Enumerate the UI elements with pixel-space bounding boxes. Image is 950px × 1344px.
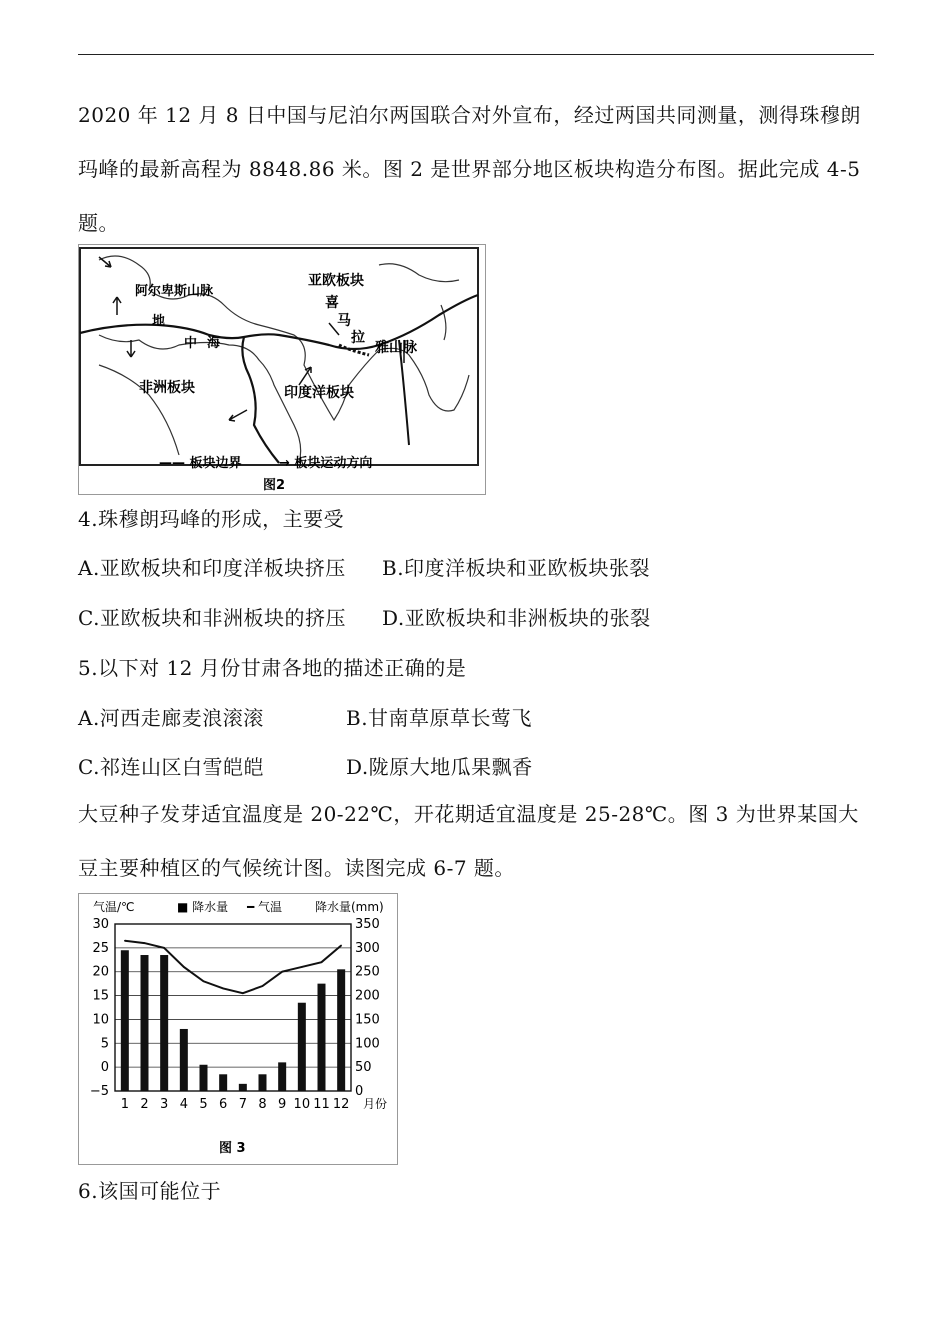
precipitation-bar bbox=[160, 955, 168, 1091]
x-tick-label: 12 bbox=[332, 1097, 350, 1112]
right-tick-label: 150 bbox=[355, 1012, 380, 1028]
x-tick-label: 11 bbox=[313, 1097, 330, 1112]
figure-3-caption: 图 3 bbox=[219, 1141, 246, 1156]
precipitation-bar bbox=[141, 955, 149, 1091]
legend-temperature: ━ 气温 bbox=[247, 900, 283, 914]
right-tick-label: 100 bbox=[355, 1036, 380, 1052]
x-tick-label: 4 bbox=[179, 1097, 188, 1112]
label-la: 拉 bbox=[351, 330, 365, 346]
label-zhong: 中 bbox=[184, 336, 198, 351]
left-axis-title: 气温/℃ bbox=[93, 900, 135, 914]
temperature-point bbox=[281, 971, 283, 973]
left-tick-label: 30 bbox=[92, 917, 109, 932]
label-africa-plate: 非洲板块 bbox=[139, 380, 195, 396]
precipitation-bar bbox=[239, 1084, 247, 1091]
intro-paragraph-6-7: 大豆种子发芽适宜温度是 20-22℃，开花期适宜温度是 25-28℃。图 3 为世界某国大豆主要种植区的气候统计图。读图完成 6-7 题。 bbox=[78, 802, 859, 880]
left-tick-label: 15 bbox=[92, 988, 109, 1004]
q6-stem: 6.该国可能位于 bbox=[78, 1179, 222, 1203]
q4-option-c[interactable]: C.亚欧板块和非洲板块的挤压 bbox=[78, 606, 346, 630]
right-tick-label: 200 bbox=[355, 988, 380, 1004]
plate-map-svg bbox=[79, 245, 485, 494]
temperature-point bbox=[183, 966, 185, 968]
temperature-point bbox=[163, 947, 165, 949]
climate-chart-svg bbox=[79, 894, 397, 1164]
q5-option-b[interactable]: B.甘南草原草长莺飞 bbox=[346, 706, 533, 730]
x-tick-label: 9 bbox=[278, 1097, 287, 1112]
label-ma: 马 bbox=[337, 313, 351, 329]
right-tick-label: 350 bbox=[355, 917, 380, 932]
x-tick-label: 3 bbox=[160, 1097, 169, 1112]
x-tick-label: 10 bbox=[293, 1097, 311, 1112]
temperature-point bbox=[242, 992, 244, 994]
precipitation-bar bbox=[219, 1074, 227, 1091]
temperature-point bbox=[340, 945, 342, 947]
precipitation-bar bbox=[200, 1065, 208, 1091]
q4-stem: 4.珠穆朗玛峰的形成，主要受 bbox=[78, 507, 345, 531]
temperature-point bbox=[144, 942, 146, 944]
label-xi: 喜 bbox=[325, 295, 339, 311]
map-frame bbox=[80, 248, 478, 465]
left-tick-label: 20 bbox=[92, 964, 109, 980]
right-tick-label: 300 bbox=[355, 940, 380, 956]
temperature-point bbox=[124, 940, 126, 942]
x-tick-label: 1 bbox=[120, 1097, 129, 1112]
left-tick-label: 10 bbox=[92, 1012, 109, 1028]
temperature-point bbox=[203, 980, 205, 982]
x-tick-label: 8 bbox=[258, 1097, 267, 1112]
q4-option-d[interactable]: D.亚欧板块和非洲板块的张裂 bbox=[382, 606, 651, 630]
q5-stem: 5.以下对 12 月份甘肃各地的描述正确的是 bbox=[78, 656, 467, 680]
label-ya: 雅山脉 bbox=[375, 340, 417, 356]
q5-option-a[interactable]: A.河西走廊麦浪滚滚 bbox=[78, 706, 264, 730]
precipitation-bar bbox=[121, 950, 129, 1091]
plot-frame bbox=[115, 924, 351, 1091]
legend-direction: → 板块运动方向 bbox=[279, 456, 373, 471]
temperature-line bbox=[125, 941, 341, 993]
q4-option-a[interactable]: A.亚欧板块和印度洋板块挤压 bbox=[78, 556, 346, 580]
x-axis-unit: 月份 bbox=[363, 1097, 388, 1111]
right-tick-label: 0 bbox=[355, 1084, 364, 1099]
figure-2-caption: 图2 bbox=[263, 478, 286, 493]
precipitation-bar bbox=[259, 1074, 267, 1091]
legend-boundary: —— 板块边界 bbox=[159, 456, 242, 471]
left-tick-label: −5 bbox=[89, 1084, 109, 1099]
temperature-point bbox=[321, 961, 323, 963]
left-tick-label: 5 bbox=[100, 1036, 109, 1052]
temperature-point bbox=[262, 985, 264, 987]
temperature-point bbox=[301, 966, 303, 968]
precipitation-bar bbox=[337, 969, 345, 1091]
label-eurasia-plate: 亚欧板块 bbox=[308, 273, 364, 289]
label-di: 地 bbox=[152, 314, 166, 329]
right-axis-title: 降水量(mm) bbox=[315, 900, 384, 914]
header-rule bbox=[78, 54, 874, 55]
precipitation-bar bbox=[278, 1062, 286, 1091]
x-tick-label: 5 bbox=[199, 1097, 208, 1112]
temperature-point bbox=[222, 988, 224, 990]
q4-option-b[interactable]: B.印度洋板块和亚欧板块张裂 bbox=[382, 556, 651, 580]
precipitation-bar bbox=[318, 984, 326, 1091]
precipitation-bar bbox=[180, 1029, 188, 1091]
q5-option-d[interactable]: D.陇原大地瓜果飘香 bbox=[346, 755, 533, 779]
left-tick-label: 0 bbox=[100, 1060, 109, 1076]
left-tick-label: 25 bbox=[92, 940, 109, 956]
label-hai: 海 bbox=[207, 336, 221, 351]
legend-precipitation: ■ 降水量 bbox=[177, 900, 229, 914]
precipitation-bar bbox=[298, 1003, 306, 1091]
intro-paragraph-4-5: 2020 年 12 月 8 日中国与尼泊尔两国联合对外宣布，经过两国共同测量，测得珠穆朗玛峰的最新高程为 8848.86 米。图 2 是世界部分地区板块构造分布图。据此完成 4-5 题。 bbox=[78, 103, 861, 235]
right-tick-label: 250 bbox=[355, 964, 380, 980]
label-alps: 阿尔卑斯山脉 bbox=[135, 284, 214, 299]
figure-2-plate-map bbox=[78, 244, 486, 495]
figure-3-climate-chart bbox=[78, 893, 398, 1165]
x-tick-label: 7 bbox=[238, 1097, 247, 1112]
right-tick-label: 50 bbox=[355, 1060, 372, 1076]
x-tick-label: 2 bbox=[140, 1097, 149, 1112]
label-indian-plate: 印度洋板块 bbox=[284, 385, 354, 401]
x-tick-label: 6 bbox=[219, 1097, 228, 1112]
q5-option-c[interactable]: C.祁连山区白雪皑皑 bbox=[78, 755, 264, 779]
